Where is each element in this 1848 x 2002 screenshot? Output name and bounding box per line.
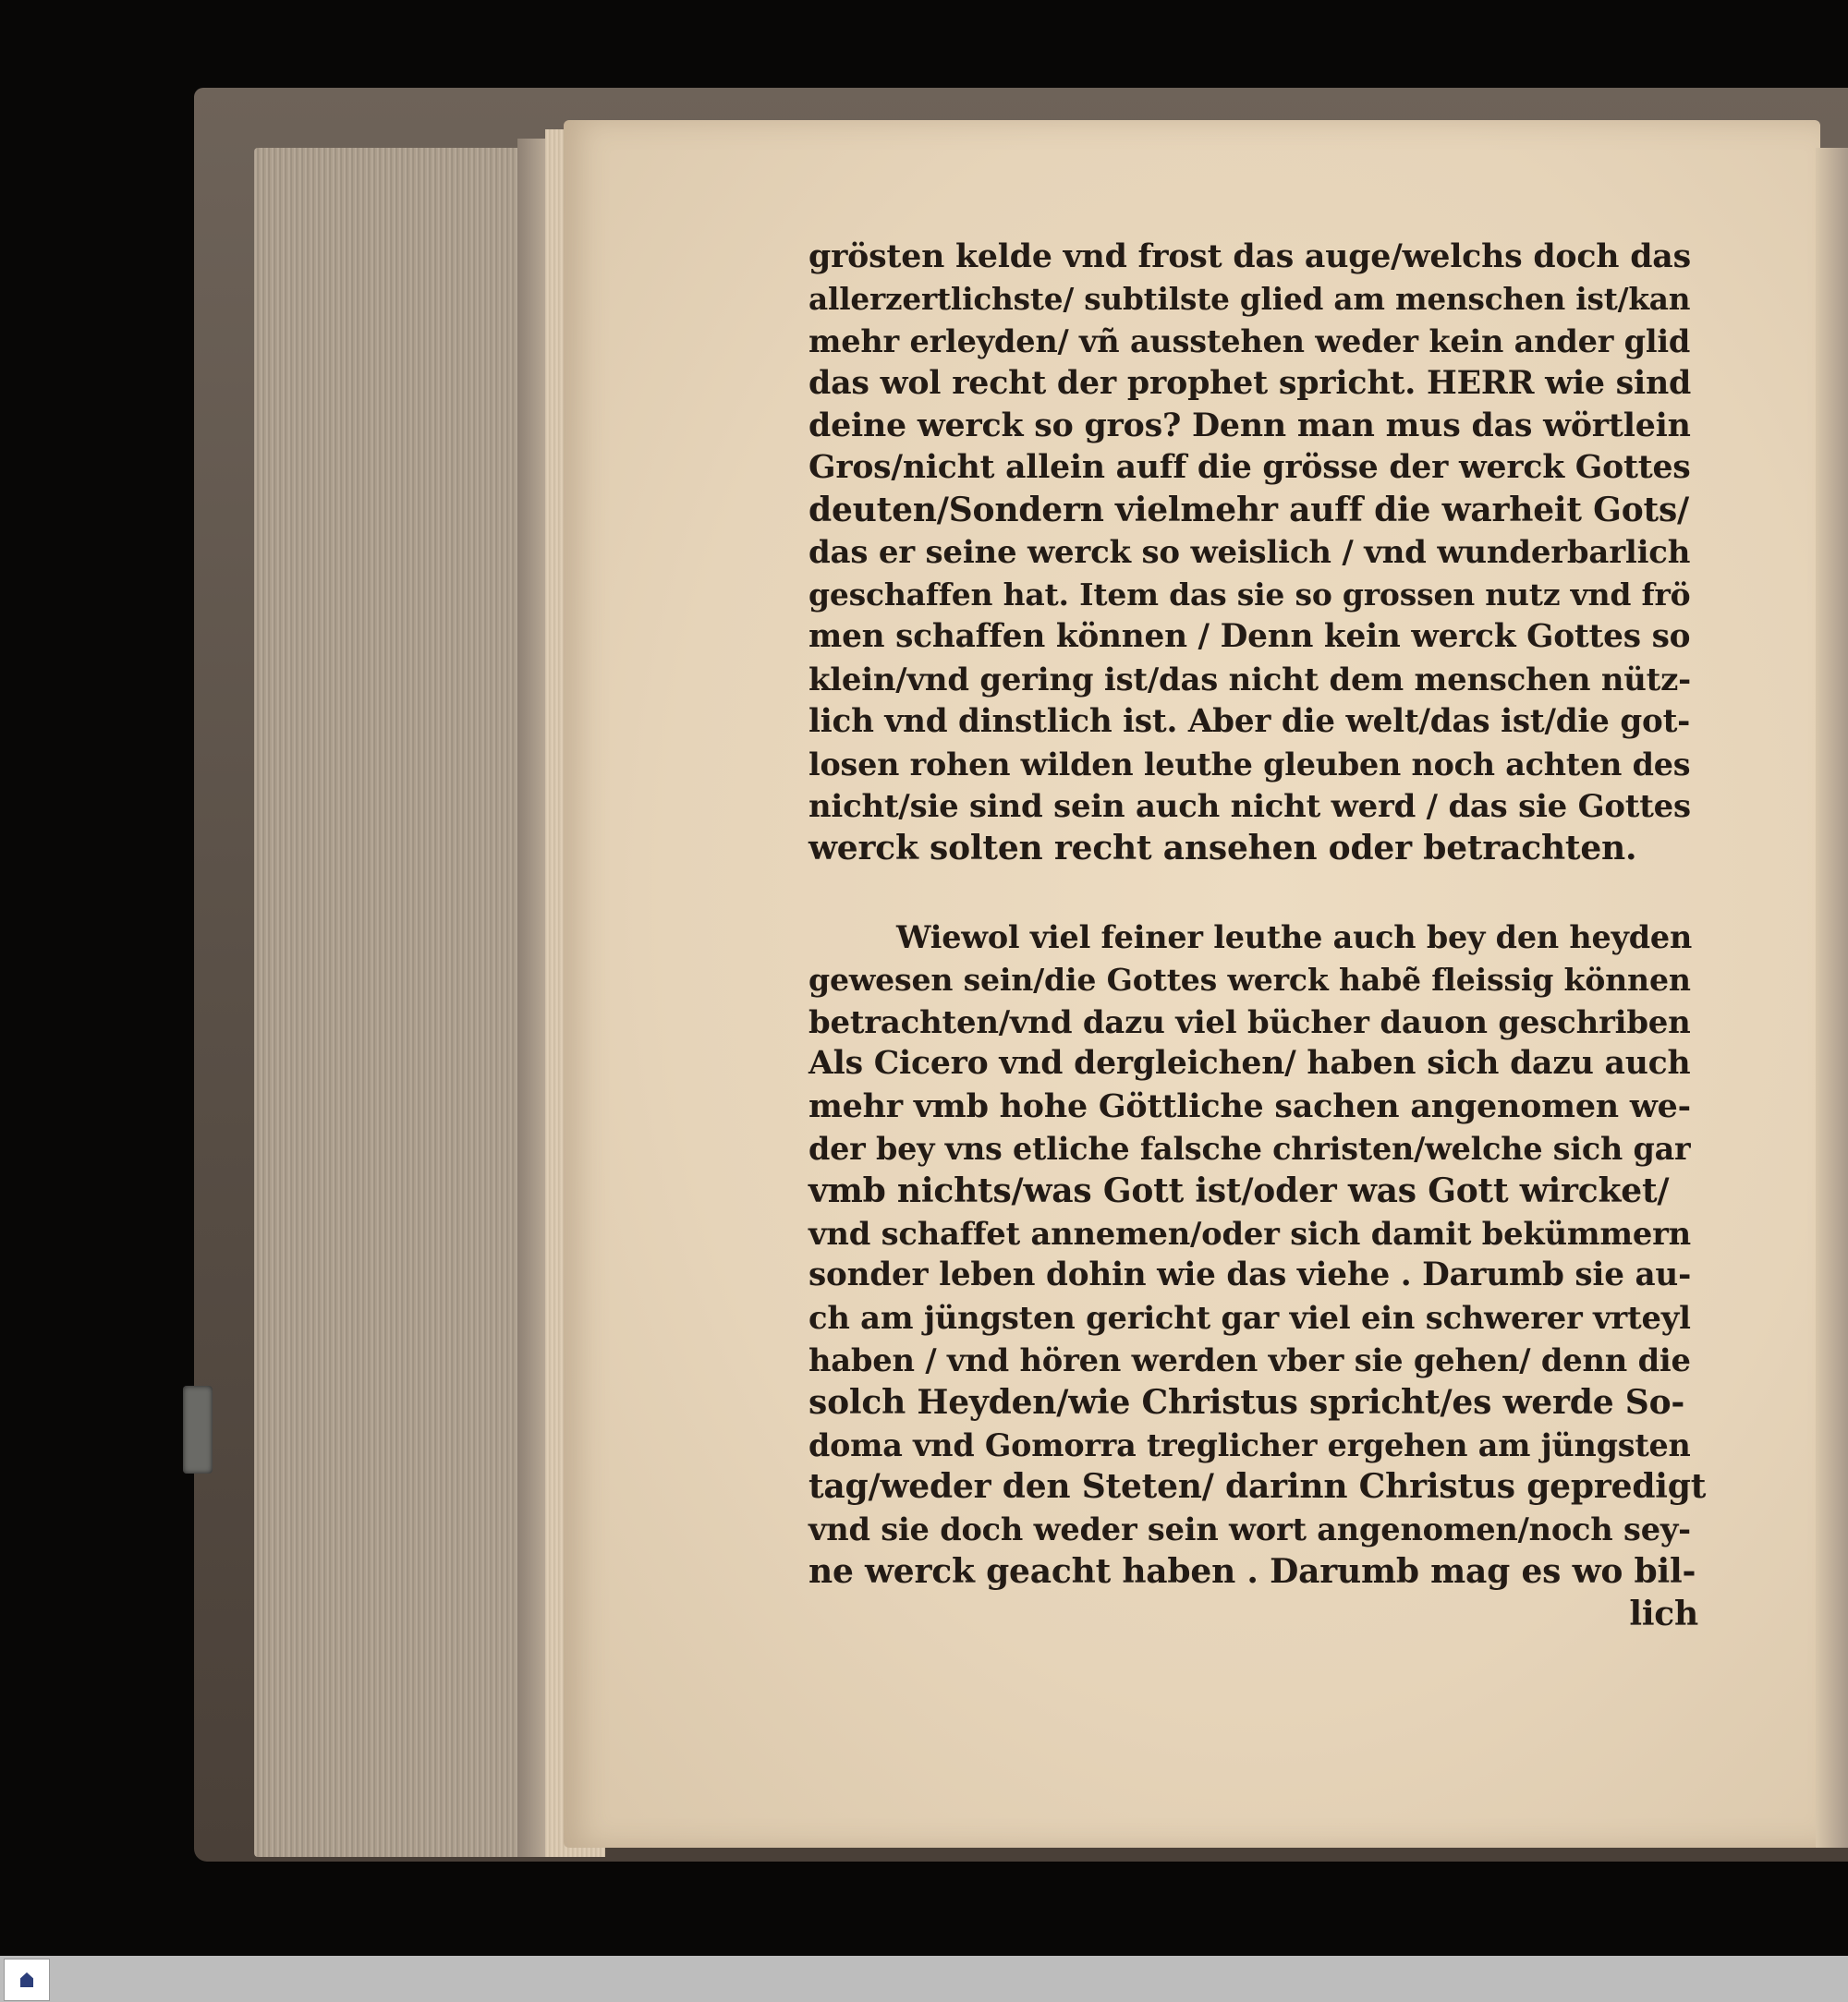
text-line: der bey vns etliche falsche christen/welche sich gar (808, 1130, 1691, 1167)
catchword: lich (1629, 1594, 1698, 1633)
text-line: geschaffen hat. Item das sie so grossen nutz vnd frö (808, 576, 1691, 613)
paragraph-gap (808, 870, 1709, 916)
text-line: Als Cicero vnd dergleichen/ haben sich dazu auch (808, 1045, 1691, 1083)
facing-page-edge (1816, 148, 1848, 1848)
text-line: men schaffen können / Denn kein werck Gottes so (808, 618, 1691, 656)
text-line: vnd schaffet annemen/oder sich damit bekümmern (808, 1214, 1691, 1252)
text-line: Gros/nicht allein auff die grösse der werck Gottes (808, 448, 1691, 486)
library-logo-icon[interactable] (4, 1959, 50, 2001)
text-line: losen rohen wilden leuthe gleuben noch achten des (808, 746, 1691, 783)
text-line: ch am jüngsten gericht gar viel ein schwerer vrteyl (808, 1299, 1691, 1337)
text-line: werck solten recht ansehen oder betrachten. (808, 829, 1637, 868)
book-clasp (183, 1386, 213, 1474)
text-line: haben / vnd hören werden vber sie gehen/ denn die (808, 1341, 1691, 1378)
page-edges (254, 148, 531, 1857)
text-line: sonder leben dohin wie das viehe . Darumb sie au- (808, 1256, 1692, 1294)
text-line: das er seine werck so weislich / vnd wunderbarlich (808, 533, 1691, 571)
text-line: grösten kelde vnd frost das auge/welchs doch das (808, 237, 1691, 275)
building-icon (20, 1972, 33, 1987)
text-line: vnd sie doch weder sein wort angenomen/noch sey- (808, 1511, 1691, 1548)
text-line: mehr vmb hohe Göttliche sachen angenomen we- (808, 1087, 1691, 1126)
text-line: klein/vnd gering ist/das nicht dem menschen nütz- (808, 660, 1691, 698)
text-line: tag/weder den Steten/ darinn Christus gepredigt (808, 1467, 1707, 1507)
text-line: solch Heyden/wie Christus spricht/es werde So- (808, 1382, 1685, 1422)
text-line: ne werck geacht haben . Darumb mag es wo bil- (808, 1551, 1696, 1591)
text-line: vmb nichts/was Gott ist/oder was Gott wircket/ (808, 1171, 1670, 1210)
text-line: gewesen sein/die Gottes werck habẽ fleissig können (808, 961, 1691, 998)
text-line: lich vnd dinstlich ist. Aber die welt/das ist/die got- (808, 702, 1691, 740)
viewer-bottom-bar (0, 1956, 1848, 2002)
text-line: deine werck so gros? Denn man mus das wörtlein (808, 406, 1691, 445)
text-line: doma vnd Gomorra treglicher ergehen am jüngsten (808, 1426, 1691, 1463)
text-line: betrachten/vnd dazu viel bücher dauon geschriben (808, 1002, 1691, 1040)
text-line: das wol recht der prophet spricht. HERR wie sind (808, 364, 1692, 403)
text-line: deuten/Sondern vielmehr auff die warheit Gots/ (808, 490, 1689, 529)
text-line: nicht/sie sind sein auch nicht werd / das sie Gottes (808, 787, 1691, 825)
text-line: mehr erleyden/ vñ ausstehen weder kein ander glid (808, 322, 1691, 359)
text-line: Wiewol viel feiner leuthe auch bey den heyden (896, 918, 1693, 955)
page-text (808, 236, 1709, 1636)
text-line: allerzertlichste/ subtilste glied am menschen ist/kan (808, 280, 1691, 317)
